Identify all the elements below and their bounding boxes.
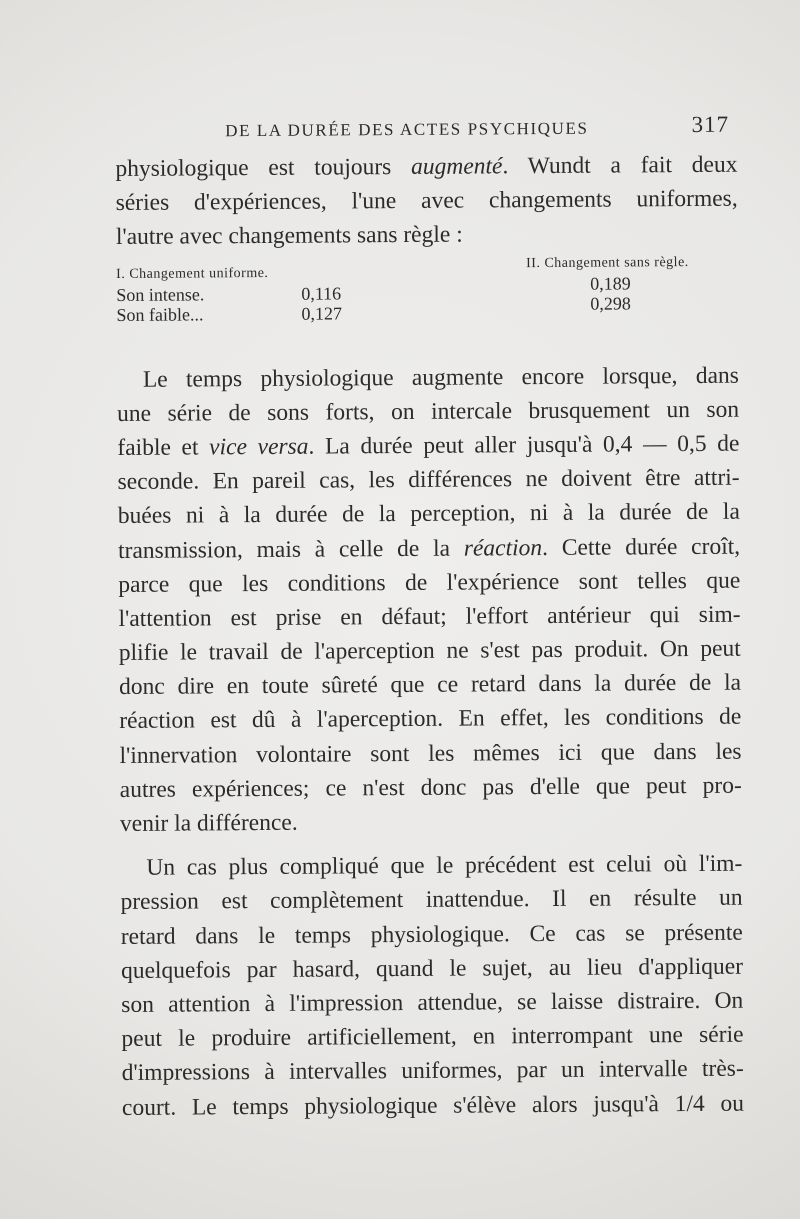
row-label: Son faible... bbox=[116, 303, 204, 325]
uniform-value: 0,127 bbox=[301, 302, 343, 324]
uniform-change-column bbox=[116, 263, 366, 325]
table-row bbox=[116, 303, 366, 325]
page-text-block bbox=[115, 104, 744, 1125]
paragraph-1-line-8: l'attention est prise en défaut; l'effort antérieur qui sim- bbox=[118, 601, 741, 632]
table-row bbox=[526, 272, 746, 294]
paragraph-1-line-11: réaction est dû à l'aperception. En effet, les conditions de bbox=[119, 704, 742, 735]
irregular-value: 0,189 bbox=[590, 272, 631, 294]
intro-text-end: . Wundt a fait deux bbox=[502, 151, 738, 180]
uniform-value: 0,116 bbox=[301, 282, 342, 304]
running-title: DE LA DURÉE DES ACTES PSYCHIQUES bbox=[225, 118, 589, 141]
paragraph-2-line-7: d'impressions à intervalles uniformes, par un intervalle très- bbox=[121, 1055, 744, 1087]
irregular-value: 0,298 bbox=[590, 292, 631, 314]
uniform-change-header: I. Changement uniforme. bbox=[116, 265, 269, 282]
paragraph-2-line-5: son attention à l'impression attendue, se laisse distraire. On bbox=[121, 987, 744, 1018]
paragraph-1-line-10: donc dire en toute sûreté que ce retard dans la durée de la bbox=[118, 669, 742, 701]
intro-text-start: physiologique est toujours bbox=[115, 154, 392, 182]
intro-line-2: séries d'expériences, l'une avec changements uniformes, bbox=[115, 185, 738, 217]
paragraph-2-line-4: quelquefois par hasard, quand le sujet, au lieu d'appliquer bbox=[120, 953, 744, 984]
intro-line-1 bbox=[115, 148, 737, 187]
paragraph-1-line-4: seconde. En pareil cas, les différences ne doivent être attri- bbox=[117, 464, 740, 496]
paragraph-1-line-1: Le temps physiologique augmente encore lorsque, dans bbox=[142, 362, 739, 393]
paragraph-2-line-8: court. Le temps physiologique s'élève alors jusqu'à 1/4 ou bbox=[121, 1090, 745, 1121]
paragraph-1-line-2: une série de sons forts, on intercale brusquement un son bbox=[117, 396, 740, 427]
paragraph-2-line-6: peut le produire artificiellement, en interrompant une série bbox=[121, 1021, 744, 1053]
row-label: Son intense. bbox=[116, 283, 205, 305]
paragraph-1-line-14: venir la différence. bbox=[119, 809, 298, 837]
intro-line-3: l'autre avec changements sans règle : bbox=[115, 221, 463, 251]
paragraph-1-line-13: autres expériences; ce n'est donc pas d'elle que peut pro- bbox=[119, 772, 742, 803]
measurement-table bbox=[116, 254, 739, 354]
table-row bbox=[116, 283, 366, 305]
paragraph-1-line-3-suffix: . La durée peut aller jusqu'à 0,4 — 0,5 de bbox=[308, 430, 740, 460]
paragraph-1-line-6 bbox=[118, 529, 740, 568]
paragraph-1-italic-word: réaction bbox=[463, 534, 543, 562]
paragraph-1-italic-phrase: vice versa bbox=[209, 433, 309, 461]
paragraph-2-line-2: pression est complètement inattendue. Il en résulte un bbox=[120, 885, 743, 916]
paragraph-1-line-7: parce que les conditions de l'expérience sont telles que bbox=[118, 567, 741, 598]
intro-italic-word: augmenté bbox=[410, 153, 503, 180]
page-number: 317 bbox=[691, 111, 730, 137]
irregular-change-column bbox=[526, 252, 746, 314]
paragraph-1-line-6-suffix: . Cette durée croît, bbox=[542, 533, 741, 561]
paragraph-2-line-3: retard dans le temps physiologique. Ce cas se présente bbox=[120, 919, 743, 950]
paragraph-2-line-1: Un cas plus compliqué que le précédent est celui où l'im- bbox=[146, 850, 743, 881]
paragraph-1-line-3-prefix: faible et bbox=[117, 434, 199, 461]
table-row bbox=[526, 292, 746, 314]
paragraph-1-line-5: buées ni à la durée de la perception, ni à la durée de la bbox=[117, 498, 740, 530]
paragraph-1-line-12: l'innervation volontaire sont les mêmes ici que dans les bbox=[119, 738, 742, 769]
irregular-change-header: II. Changement sans règle. bbox=[526, 254, 689, 271]
paragraph-1-line-3 bbox=[117, 427, 739, 466]
paragraph-1-line-9: plifie le travail de l'aperception ne s'est pas produit. On peut bbox=[118, 635, 741, 667]
page-header bbox=[135, 104, 729, 152]
paragraph-1-line-6-prefix: transmission, mais à celle de la bbox=[117, 535, 451, 564]
